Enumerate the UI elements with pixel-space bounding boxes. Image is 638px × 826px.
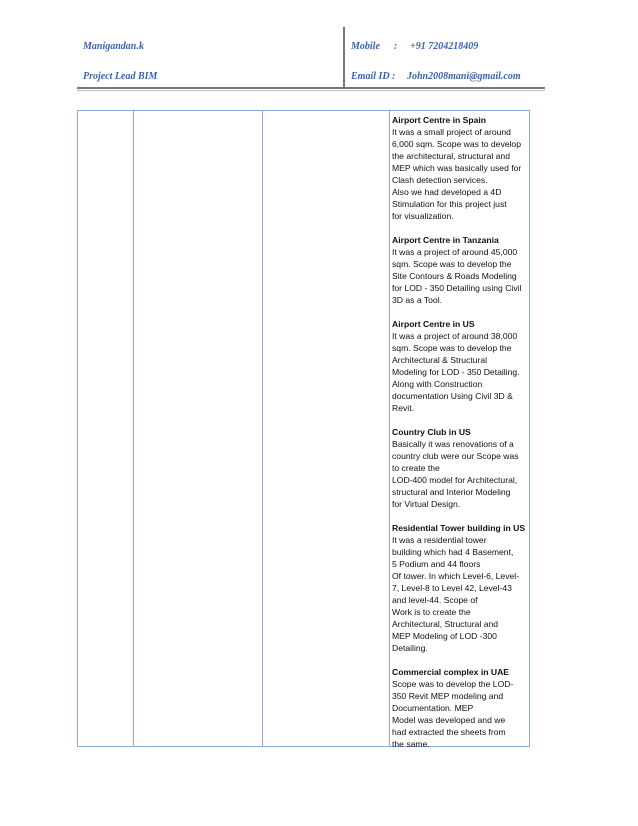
project-description-line: It was a project of around 38,000 (392, 331, 518, 341)
project-description-line: MEP which was basically used for (392, 163, 522, 173)
project-description-line: 6,000 sqm. Scope was to develop (392, 139, 521, 149)
project-description-line: for visualization. (392, 211, 454, 221)
project-description-line: LOD-400 model for Architectural, (392, 475, 518, 485)
candidate-role: Project Lead BIM (83, 71, 158, 82)
project-description-line: sqm. Scope was to develop the (392, 343, 512, 353)
mobile-value[interactable]: +91 7204218409 (410, 41, 479, 52)
project-entry (392, 114, 528, 222)
project-title: Residential Tower building in US (392, 523, 526, 533)
project-title: Airport Centre in Spain (392, 115, 487, 125)
header-rule (77, 87, 545, 89)
project-description-line: It was a small project of around (392, 127, 511, 137)
mobile-separator: : (394, 41, 398, 52)
project-description-line: Along with Construction (392, 379, 483, 389)
project-description-line: Scope was to develop the LOD- (392, 679, 514, 689)
project-description-line: Also we had developed a 4D (392, 187, 502, 197)
project-description-line: Stimulation for this project just (392, 199, 507, 209)
project-title: Airport Centre in Tanzania (392, 235, 499, 245)
project-description-line: Modeling for LOD - 350 Detailing. (392, 367, 520, 377)
project-description-line: 5 Podium and 44 floors (392, 559, 481, 569)
project-entry (392, 666, 528, 750)
project-description-line: It was a residential tower (392, 535, 487, 545)
project-title: Airport Centre in US (392, 319, 475, 329)
project-description-line: the architectural, structural and (392, 151, 510, 161)
project-description-line: sqm. Scope was to develop the (392, 259, 512, 269)
project-description-line: Documentation. MEP (392, 703, 474, 713)
project-description-line: to create the (392, 463, 440, 473)
project-description-line: Revit. (392, 403, 414, 413)
email-label: Email ID : (351, 71, 396, 82)
candidate-name: Manigandan.k (83, 41, 144, 52)
email-value[interactable]: John2008mani@gmail.com (407, 71, 521, 82)
header-divider (343, 27, 345, 87)
project-description-line: had extracted the sheets from (392, 727, 506, 737)
project-description-line: the same. (392, 739, 430, 749)
project-description-line: building which had 4 Basement, (392, 547, 514, 557)
project-description-line: Architectural, Structural and (392, 619, 499, 629)
projects-table (77, 110, 530, 747)
project-description-line: Model was developed and we (392, 715, 506, 725)
project-descriptions (392, 114, 528, 762)
mobile-label: Mobile (351, 41, 380, 52)
project-description-line: Work is to create the (392, 607, 471, 617)
project-description-line: for Virtual Design. (392, 499, 461, 509)
project-description-line: MEP Modeling of LOD -300 (392, 631, 497, 641)
project-description-line: structural and Interior Modeling (392, 487, 511, 497)
project-description-line: 7, Level-8 to Level 42, Level-43 (392, 583, 512, 593)
project-description-line: Of tower. In which Level-6, Level- (392, 571, 520, 581)
column-divider (133, 111, 134, 746)
project-description-line: 350 Revit MEP modeling and (392, 691, 504, 701)
project-description-line: and level-44. Scope of (392, 595, 478, 605)
project-title: Country Club in US (392, 427, 471, 437)
project-description-line: Clash detection services. (392, 175, 488, 185)
project-description-line: 3D as a Tool. (392, 295, 443, 305)
header-rule-thin (77, 90, 545, 91)
resume-header (77, 27, 545, 89)
project-description-line: documentation Using Civil 3D & (392, 391, 513, 401)
project-entry (392, 234, 528, 306)
project-title: Commercial complex in UAE (392, 667, 510, 677)
column-divider (262, 111, 263, 746)
project-description-line: Basically it was renovations of a (392, 439, 514, 449)
project-description-line: country club were our Scope was (392, 451, 519, 461)
project-entry (392, 426, 528, 510)
project-entry (392, 318, 528, 414)
project-description-line: Site Contours & Roads Modeling (392, 271, 517, 281)
project-entry (392, 522, 528, 654)
project-description-line: It was a project of around 45,000 (392, 247, 518, 257)
project-description-line: Architectural & Structural (392, 355, 488, 365)
project-description-line: Detailing. (392, 643, 428, 653)
project-description-line: for LOD - 350 Detailing using Civil (392, 283, 522, 293)
column-divider (389, 111, 390, 746)
